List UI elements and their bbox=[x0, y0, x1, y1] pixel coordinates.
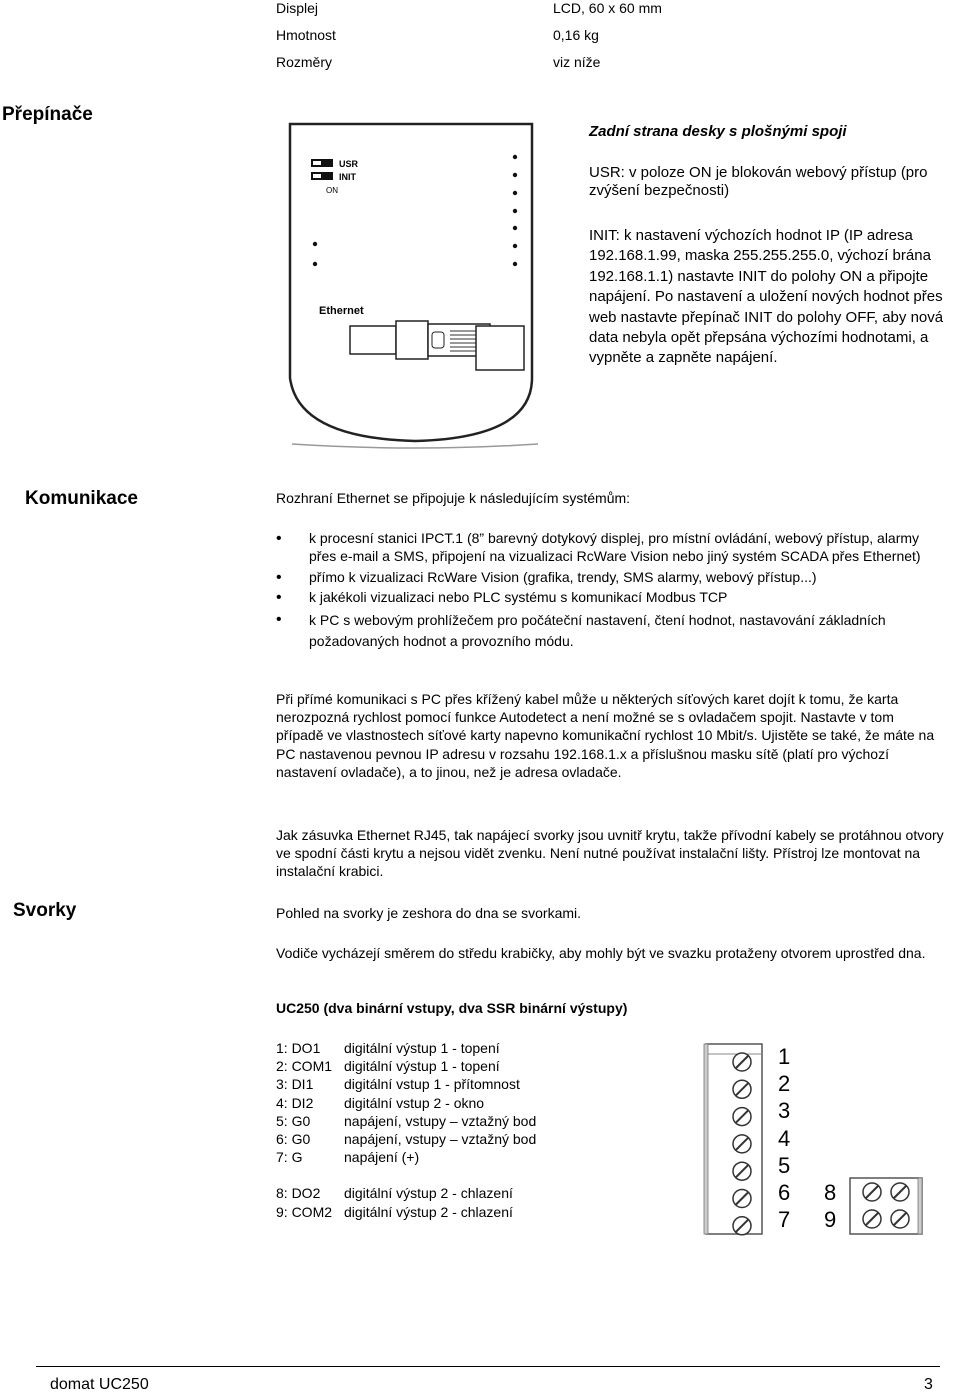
terminal-number: 7 bbox=[778, 1207, 791, 1232]
switches-title: Zadní strana desky s plošnými spoji bbox=[589, 123, 847, 140]
section-heading-communication: Komunikace bbox=[25, 488, 138, 509]
list-item: • k PC s webovým prohlížečem pro počáteční nastavení, čtení hodnot, nastavování základních požadovaných hodnot a provozního módu. bbox=[276, 610, 938, 651]
terminal-block-diagram bbox=[700, 1040, 930, 1236]
communication-bullet-list bbox=[276, 530, 938, 651]
terminal-number: 6 bbox=[778, 1180, 791, 1205]
spec-label-dimensions: Rozměry bbox=[276, 54, 333, 70]
spec-value-dimensions: viz níže bbox=[553, 54, 601, 70]
terminals-wiring-note: Vodiče vycházejí směrem do středu krabičky, aby mohly být ve svazku protaženy otvorem uprostřed dna. bbox=[276, 945, 926, 961]
terminals-view-note: Pohled na svorky je zeshora do dna se svorkami. bbox=[276, 905, 582, 921]
table-row: 6: G0 napájení, vstupy – vztažný bod bbox=[276, 1131, 537, 1148]
screw-icon bbox=[733, 1053, 751, 1071]
screw-icon bbox=[863, 1210, 881, 1228]
pcb-back-illustration bbox=[280, 118, 550, 456]
footer-rule bbox=[36, 1366, 940, 1367]
board-label-ethernet: Ethernet bbox=[319, 305, 364, 317]
screw-icon bbox=[891, 1210, 909, 1228]
screw-icon bbox=[891, 1183, 909, 1201]
table-row: 2: COM1 digitální výstup 1 - topení bbox=[276, 1058, 500, 1075]
terminal-block-1-7 bbox=[704, 1044, 762, 1234]
table-row: 9: COM2 digitální výstup 2 - chlazení bbox=[276, 1203, 513, 1220]
list-item: • k jakékoli vizualizaci nebo PLC systému s komunikací Modbus TCP bbox=[276, 589, 938, 607]
spec-label-weight: Hmotnost bbox=[276, 27, 336, 43]
screw-icon bbox=[733, 1162, 751, 1180]
board-label-usr: USR bbox=[339, 159, 359, 169]
terminal-table bbox=[276, 1039, 536, 1221]
list-item: • přímo k vizualizaci RcWare Vision (grafika, trendy, SMS alarmy, webový přístup...) bbox=[276, 569, 938, 587]
screw-icon bbox=[733, 1135, 751, 1153]
footer-page-number: 3 bbox=[924, 1376, 933, 1393]
communication-paragraph-rj45: Jak zásuvka Ethernet RJ45, tak napájecí svorky jsou uvnitř krytu, takže přívodní kabely se protáhnou otvory ve spodní části krytu a nejsou vidět zvenku. Není nutné používat instalační lišty. Přístroj lze montovat na instalační krabici. bbox=[276, 827, 944, 880]
terminal-number: 5 bbox=[778, 1153, 791, 1178]
terminal-block-8-9 bbox=[850, 1178, 922, 1234]
table-row: 4: DI2 digitální vstup 2 - okno bbox=[276, 1094, 485, 1111]
footer-product: domat UC250 bbox=[50, 1376, 149, 1393]
spec-value-weight: 0,16 kg bbox=[553, 27, 599, 43]
screw-icon bbox=[733, 1190, 751, 1208]
terminal-numbers bbox=[824, 1180, 836, 1232]
terminal-number: 9 bbox=[824, 1207, 837, 1232]
screw-icon bbox=[733, 1108, 751, 1126]
usr-description: USR: v poloze ON je blokován webový přístup (pro zvýšení bezpečnosti) bbox=[589, 164, 928, 200]
table-row: 5: G0 napájení, vstupy – vztažný bod bbox=[276, 1112, 537, 1129]
terminal-number: 2 bbox=[778, 1071, 791, 1096]
screw-icon bbox=[863, 1183, 881, 1201]
board-component-box bbox=[476, 326, 524, 370]
terminal-number: 1 bbox=[778, 1044, 791, 1069]
spec-label-display: Displej bbox=[276, 0, 319, 16]
screw-icon bbox=[733, 1080, 751, 1098]
list-item: • k procesní stanici IPCT.1 (8” barevný dotykový displej, pro místní ovládání, webový přístup, alarmy přes e-mail a SMS, připojení na vizualizaci RcWare Vision nebo jiný systém SCADA přes Ethernet) bbox=[276, 530, 938, 566]
screw-icon bbox=[733, 1217, 751, 1235]
terminal-number: 3 bbox=[778, 1098, 791, 1123]
board-label-init: INIT bbox=[339, 172, 356, 182]
spec-value-display: LCD, 60 x 60 mm bbox=[553, 0, 662, 16]
model-title: UC250 (dva binární vstupy, dva SSR binární výstupy) bbox=[276, 1000, 628, 1016]
table-row: 8: DO2 digitální výstup 2 - chlazení bbox=[276, 1185, 513, 1202]
terminal-number: 8 bbox=[824, 1180, 837, 1205]
section-heading-switches: Přepínače bbox=[2, 104, 93, 125]
init-description: INIT: k nastavení výchozích hodnot IP (IP adresa 192.168.1.99, maska 255.255.255.0, výchozí brána 192.168.1.1) nastavte INIT do polohy ON a připojte napájení. Po nastavení a uložení nových hodnot přes web nastavte přepínač INIT do polohy OFF, aby nová data nebyla opět přepsána výchozími hodnotami, a vypněte a zapněte napájení. bbox=[589, 227, 944, 367]
board-label-on: ON bbox=[326, 186, 338, 195]
communication-intro: Rozhraní Ethernet se připojuje k následujícím systémům: bbox=[276, 490, 631, 506]
terminal-number: 4 bbox=[778, 1126, 791, 1151]
section-heading-terminals: Svorky bbox=[13, 900, 77, 921]
table-row: 7: G napájení (+) bbox=[276, 1149, 420, 1166]
table-row: 1: DO1 digitální výstup 1 - topení bbox=[276, 1040, 500, 1056]
table-row: 3: DI1 digitální vstup 1 - přítomnost bbox=[276, 1076, 520, 1093]
communication-paragraph-crossover: Při přímé komunikaci s PC přes křížený kabel může u některých síťových karet dojít k tomu, že karta nerozpozná rychlost pomocí funkce Autodetect a není možné se s ovladačem spojit. Nastavte v tom případě ve vlastnostech síťové karty napevno komunikační rychlost 10 Mbit/s. Ujistěte se také, že máte na PC nastavenou pevnou IP adresu v rozsahu 192.168.1.x a příslušnou masku sítě (platí pro výchozí nastavení ovladače), a to jinou, než je adresa ovladače. bbox=[276, 691, 935, 780]
terminal-numbers bbox=[778, 1044, 790, 1232]
